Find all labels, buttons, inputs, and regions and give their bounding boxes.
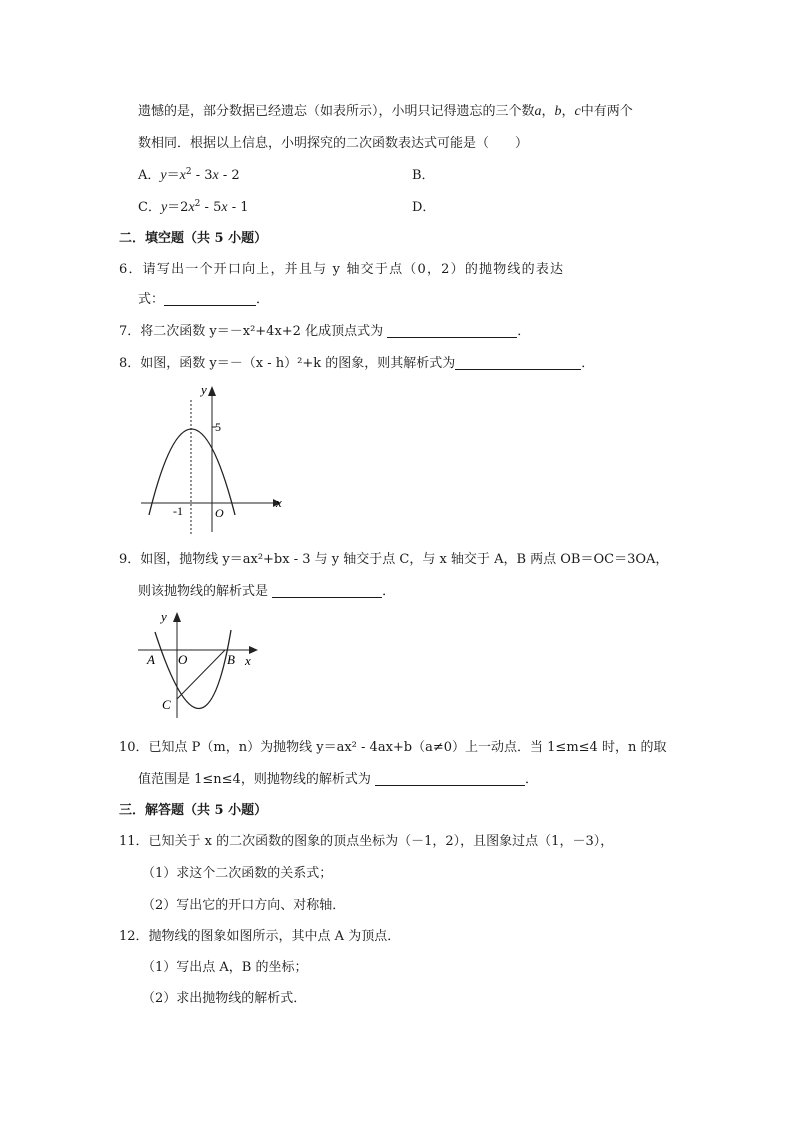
- q10-line-2-text: 值范围是 1≤n≤4，则抛物线的解析式为: [138, 772, 371, 787]
- q12-part-1: （1）写出点 A，B 的坐标；: [142, 960, 308, 975]
- q8-parabola-graph: [135, 378, 295, 538]
- q8-line: 8．如图，函数 y＝－（x - h）²+k 的图象，则其解析式为 ．: [119, 356, 595, 371]
- q5-line-1-text-a: 遗憾的是，部分数据已经遗忘（如表所示），小明只记得遗忘的三个数: [138, 104, 535, 119]
- q7-text: 7．将二次函数 y＝－x²+4x+2 化成顶点式为: [119, 324, 384, 339]
- q8-parabola-curve: [149, 429, 235, 515]
- q6-answer-blank[interactable]: [164, 293, 256, 306]
- q8-y-label: y: [201, 382, 207, 397]
- q5-option-c-label: C．: [138, 200, 161, 215]
- q5-option-b: B．: [412, 168, 435, 183]
- q9-point-b-label: B: [227, 652, 235, 667]
- q9-point-c-label: C: [162, 697, 171, 712]
- q8-y-axis-arrow: [208, 386, 216, 396]
- q11-line-1: 11．已知关于 x 的二次函数的图象的顶点坐标为（－1，2），且图象过点（1，－3），: [119, 834, 614, 849]
- section-solve-heading: 三．解答题（共 5 小题）: [119, 803, 268, 818]
- q11-part-1: （1）求这个二次函数的关系式；: [142, 866, 333, 881]
- q8-tick-label-neg1: -1: [173, 504, 183, 518]
- q9-y-label: y: [161, 609, 167, 624]
- q5-option-a-label: A．: [138, 168, 161, 183]
- q5-option-c: C．$y=2x^2 - 5x - 1$: [138, 199, 249, 215]
- q7-line: 7．将二次函数 y＝－x²+4x+2 化成顶点式为 ．: [119, 324, 531, 339]
- q9-point-a-label: A: [147, 652, 155, 667]
- q9-line-1: 9．如图，抛物线 y＝ax²+bx - 3 与 y 轴交于点 C，与 x 轴交于 A，B 两点 OB＝OC＝3OA，: [119, 552, 669, 567]
- q8-x-label: x: [276, 495, 282, 510]
- q9-line-2-text: 则该抛物线的解析式是: [138, 584, 269, 599]
- q5-option-d: D．: [412, 200, 436, 215]
- q8-text: 8．如图，函数 y＝－（x - h）²+k 的图象，则其解析式为: [119, 356, 456, 371]
- q11-part-2: （2）写出它的开口方向、对称轴．: [142, 898, 346, 913]
- q5-line-1-text-b: 中有两个: [580, 104, 633, 119]
- q5-line-2: 数相同．根据以上信息，小明探究的二次函数表达式可能是（ ）: [138, 136, 529, 151]
- q10-line-2: 值范围是 1≤n≤4，则抛物线的解析式为 ．: [138, 772, 538, 787]
- q8-answer-blank[interactable]: [455, 357, 581, 370]
- q6-line-1: 6．请写出一个开口向上，并且与 y 轴交于点（0，2）的抛物线的表达: [119, 262, 565, 277]
- q8-origin-label: O: [215, 506, 224, 520]
- q9-x-label: x: [245, 653, 251, 668]
- q5-option-a: A．$y=x^2 - 3x - 2$: [138, 167, 240, 183]
- q9-answer-blank[interactable]: [272, 585, 382, 598]
- q9-origin-label: O: [178, 652, 188, 667]
- q6-line-2-text: 式：: [138, 292, 165, 307]
- q9-line-2: 则该抛物线的解析式是 ．: [138, 584, 396, 599]
- section-fill-in-heading: 二．填空题（共 5 小题）: [119, 231, 268, 246]
- q6-line-2: 式： ．: [138, 292, 270, 307]
- q5-line-1: 遗憾的是，部分数据已经遗忘（如表所示），小明只记得遗忘的三个数a，b，c中有两个: [138, 104, 633, 119]
- q12-part-2: （2）求出抛物线的解析式．: [142, 991, 307, 1006]
- q7-answer-blank[interactable]: [387, 325, 517, 338]
- q12-line-1: 12．抛物线的图象如图所示，其中点 A 为顶点．: [119, 929, 401, 944]
- q10-line-1: 10．已知点 P（m，n）为抛物线 y＝ax² - 4ax+b（a≠0）上一动点．当 1≤m≤4 时，n 的取: [119, 740, 667, 755]
- q10-answer-blank[interactable]: [375, 773, 525, 786]
- q9-parabola-graph: [135, 606, 265, 726]
- q9-y-axis-arrow: [173, 612, 181, 622]
- q8-tick-label-5: 5: [215, 420, 221, 434]
